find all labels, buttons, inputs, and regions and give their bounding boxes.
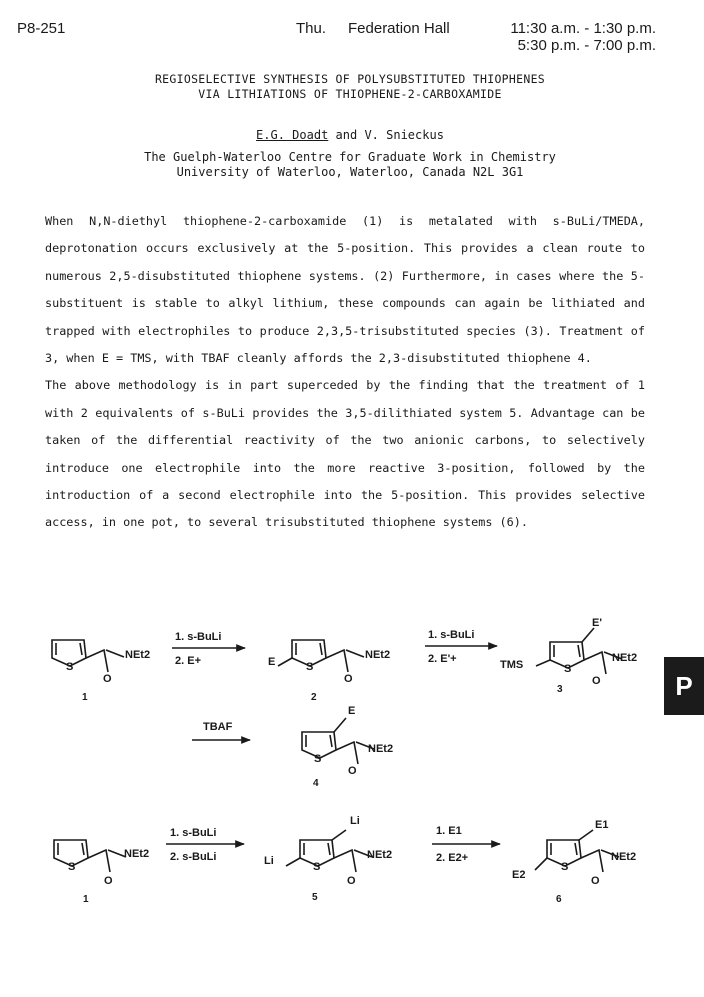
reagent-step-1: 1. s-BuLi bbox=[175, 631, 222, 643]
compound-4-structure bbox=[302, 718, 374, 764]
amide-label-3: NEt2 bbox=[612, 652, 638, 664]
ring-s-3: S bbox=[564, 663, 572, 675]
carbonyl-o-6: O bbox=[591, 875, 600, 887]
compound-6-structure bbox=[535, 830, 619, 872]
schedule bbox=[296, 20, 656, 54]
substituent-e-prime-3: E' bbox=[592, 617, 602, 629]
substituent-e-4: E bbox=[348, 705, 356, 717]
reagent-step-6: 2. s-BuLi bbox=[170, 851, 217, 863]
ring-s-2: S bbox=[306, 661, 314, 673]
reagent-step-3: 1. s-BuLi bbox=[428, 629, 475, 641]
compound-2-label: 2 bbox=[311, 692, 317, 703]
ring-s-6: S bbox=[561, 861, 569, 873]
ring-s-5: S bbox=[313, 861, 321, 873]
compound-2-structure bbox=[278, 640, 364, 672]
reagent-tbaf: TBAF bbox=[203, 721, 233, 733]
reagent-step-5: 1. s-BuLi bbox=[170, 827, 217, 839]
section-tab: P bbox=[664, 657, 704, 715]
session-time-1: 11:30 a.m. - 1:30 p.m. bbox=[510, 20, 656, 37]
amide-label-1: NEt2 bbox=[125, 649, 151, 661]
reagent-step-2: 2. E+ bbox=[175, 655, 201, 667]
affiliation-line-2: University of Waterloo, Waterloo, Canada N2L 3G1 bbox=[176, 164, 524, 179]
carbonyl-o-1: O bbox=[103, 673, 112, 685]
compound-4-label: 4 bbox=[313, 778, 319, 789]
affiliation-line-1: The Guelph-Waterloo Centre for Graduate Work in Chemistry bbox=[144, 150, 556, 164]
abstract-body bbox=[45, 208, 645, 537]
session-time-2: 5:30 p.m. - 7:00 p.m. bbox=[517, 37, 656, 54]
amide-label-5: NEt2 bbox=[367, 849, 393, 861]
session-venue: Federation Hall bbox=[348, 20, 450, 37]
ring-s-1: S bbox=[66, 661, 74, 673]
carbonyl-o-4: O bbox=[348, 765, 357, 777]
compound-5-structure bbox=[286, 830, 372, 872]
substituent-li-5: Li bbox=[264, 855, 274, 867]
compound-1-structure bbox=[52, 640, 124, 672]
reaction-scheme bbox=[0, 610, 664, 910]
affiliation bbox=[40, 150, 660, 179]
ring-s-1b: S bbox=[68, 861, 76, 873]
author-presenting: E.G. Doadt bbox=[256, 128, 329, 142]
carbonyl-o-5: O bbox=[347, 875, 356, 887]
carbonyl-o-2: O bbox=[344, 673, 353, 685]
substituent-li-3: Li bbox=[350, 815, 360, 827]
reagent-step-8: 2. E2+ bbox=[436, 852, 469, 864]
compound-3-structure bbox=[536, 628, 622, 674]
amide-label-1b: NEt2 bbox=[124, 848, 150, 860]
session-day: Thu. bbox=[296, 20, 327, 37]
abstract-code: P8-251 bbox=[17, 20, 66, 37]
amide-label-2: NEt2 bbox=[365, 649, 391, 661]
compound-1-label: 1 bbox=[82, 692, 88, 703]
compound-1b-label: 1 bbox=[83, 894, 89, 905]
substituent-e1-6: E1 bbox=[595, 819, 609, 831]
compound-5-label: 5 bbox=[312, 892, 318, 903]
body-paragraph-2: The above methodology is in part superceded by the finding that the treatment of 1 with 2 equivalents of s-BuLi provides the 3,5-dilithiated system 5. Advantage can be taken of the differential reactivity of the two anionic carbons, to selectively introduce one electrophile into the more reactive 3-position, followed by the introduction of a second electrophile into the 5-position. This provides selective access, in one pot, to several trisubstituted thiophene systems (6). bbox=[45, 378, 645, 530]
reagent-step-4: 2. E'+ bbox=[428, 653, 457, 665]
substituent-e-2: E bbox=[268, 656, 276, 668]
substituent-tms-3: TMS bbox=[500, 659, 524, 671]
carbonyl-o-3: O bbox=[592, 675, 601, 687]
title-line-2: VIA LITHIATIONS OF THIOPHENE-2-CARBOXAMIDE bbox=[198, 87, 502, 101]
body-paragraph-1: When N,N-diethyl thiophene-2-carboxamide (1) is metalated with s-BuLi/TMEDA, deprotonation occurs exclusively at the 5-position. This provides a clean route to numerous 2,5-disubstituted thiophene systems. (2) Furthermore, in cases where the 5-substituent is stable to alkyl lithium, these compounds can again be lithiated and trapped with electrophiles to produce 2,3,5-trisubstituted species (3). Treatment of 3, when E = TMS, with TBAF cleanly affords the 2,3-disubstituted thiophene 4. bbox=[45, 214, 645, 366]
paper-title bbox=[40, 72, 660, 102]
carbonyl-o-1b: O bbox=[104, 875, 113, 887]
ring-s-4: S bbox=[314, 753, 322, 765]
compound-3-label: 3 bbox=[557, 684, 563, 695]
compound-1-structure-row3 bbox=[54, 840, 126, 872]
substituent-e2-6: E2 bbox=[512, 869, 526, 881]
amide-label-4: NEt2 bbox=[368, 743, 394, 755]
authors bbox=[40, 128, 660, 143]
author-conjunction: and bbox=[335, 128, 358, 142]
amide-label-6: NEt2 bbox=[611, 851, 637, 863]
title-line-1: REGIOSELECTIVE SYNTHESIS OF POLYSUBSTITUTED THIOPHENES bbox=[154, 72, 546, 86]
compound-6-label: 6 bbox=[556, 894, 562, 905]
reagent-step-7: 1. E1 bbox=[436, 825, 462, 837]
author-second: V. Snieckus bbox=[364, 128, 444, 142]
